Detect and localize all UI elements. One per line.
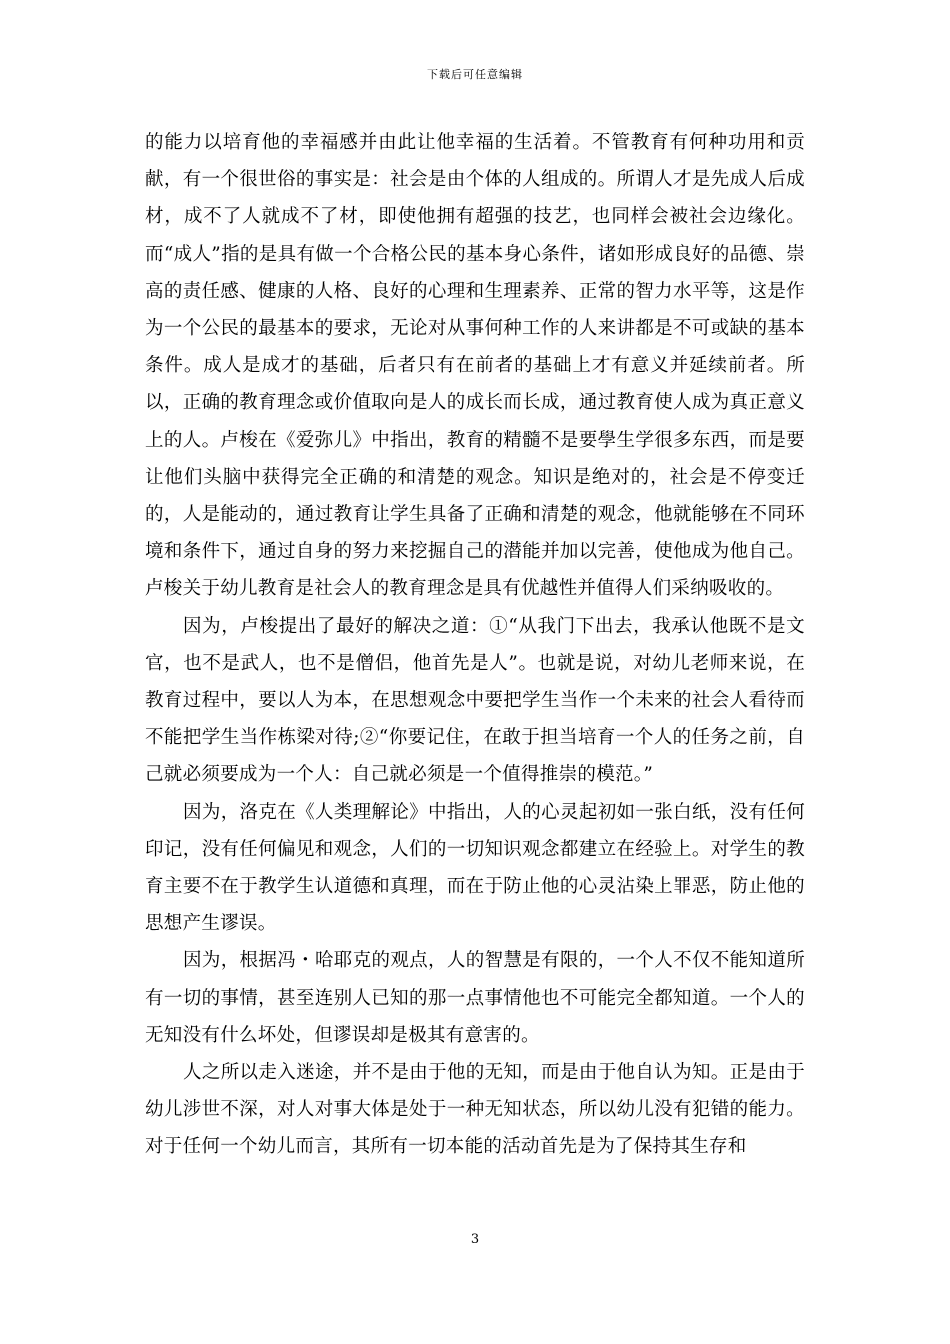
page-header: 下载后可任意编辑 xyxy=(427,68,523,81)
paragraph-5: 人之所以走入迷途，并不是由于他的无知，而是由于他自认为知。正是由于幼儿涉世不深，对人对事大体是处于一种无知状态，所以幼儿没有犯错的能力。对于任何一个幼儿而言，其所有一切本能的活动首先是为了保持其生存和 xyxy=(145,1062,805,1158)
paragraph-2: 因为，卢梭提出了最好的解决之道：①“从我门下出去，我承认他既不是文官，也不是武人，也不是僧侣，他首先是人”。也就是说，对幼儿老师来说，在教育过程中，要以人为本，在思想观念中要把学生当作一个未来的社会人看待而不能把学生当作栋梁对待;②“你要记住，在敢于担当培育一个人的任务之前，自己就必须要成为一个人：自己就必须是一个值得推崇的模范。” xyxy=(145,615,805,786)
paragraph-3: 因为，洛克在《人类理解论》中指出，人的心灵起初如一张白纸，没有任何印记，没有任何偏见和观念，人们的一切知识观念都建立在经验上。对学生的教育主要不在于教学生认道德和真理，而在于防止他的心灵沾染上罪恶，防止他的思想产生谬误。 xyxy=(145,801,805,935)
page-number: 3 xyxy=(470,1232,480,1247)
paragraph-4: 因为，根据冯・哈耶克的观点，人的智慧是有限的，一个人不仅不能知道所有一切的事情，甚至连别人已知的那一点事情他也不可能完全都知道。一个人的无知没有什么坏处，但谬误却是极其有意害的。 xyxy=(145,950,805,1046)
document-body xyxy=(145,124,805,1166)
paragraph-1: 的能力以培育他的幸福感并由此让他幸福的生活着。不管教育有何种功用和贡献，有一个很世俗的事实是：社会是由个体的人组成的。所谓人才是先成人后成材，成不了人就成不了材，即使他拥有超强的技艺，也同样会被社会边缘化。而“成人”指的是具有做一个合格公民的基本身心条件，诸如形成良好的品德、崇高的责任感、健康的人格、良好的心理和生理素养、正常的智力水平等，这是作为一个公民的最基本的要求，无论对从事何种工作的人来讲都是不可或缺的基本条件。成人是成才的基础，后者只有在前者的基础上才有意义并延续前者。所以，正确的教育理念或价值取向是人的成长而长成，通过教育使人成为真正意义上的人。卢梭在《爱弥儿》中指出，教育的精髓不是要學生学很多东西，而是要让他们头脑中获得完全正确的和清楚的观念。知识是绝对的，社会是不停变迁的，人是能动的，通过教育让学生具备了正确和清楚的观念，他就能够在不同环境和条件下，通过自身的努力来挖掘自己的潜能并加以完善，使他成为他自己。卢梭关于幼儿教育是社会人的教育理念是具有优越性并值得人们采纳吸收的。 xyxy=(145,132,805,600)
